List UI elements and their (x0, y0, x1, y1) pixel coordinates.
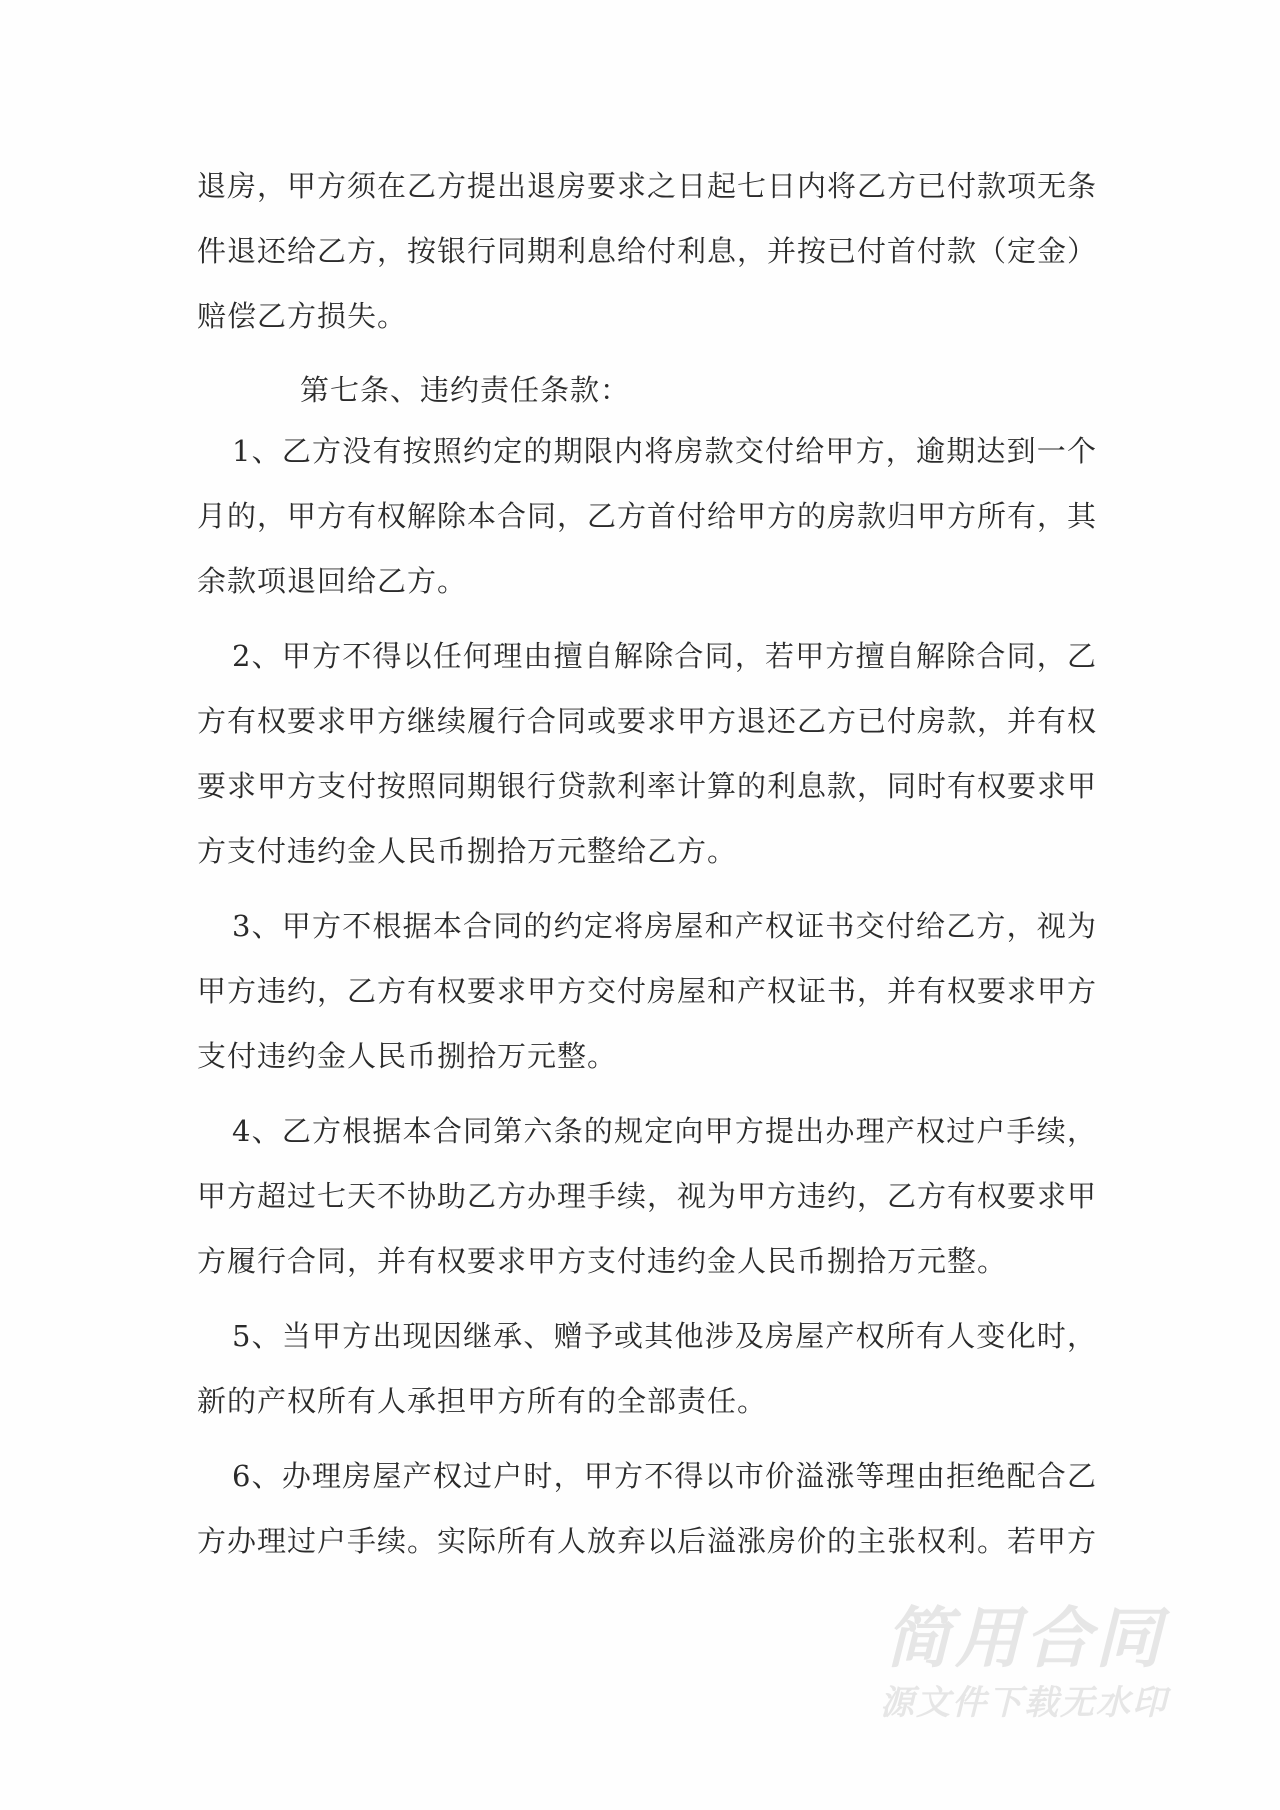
text-line: 方支付违约金人民币捌拾万元整给乙方。 (197, 834, 738, 868)
text-line: 1、乙方没有按照约定的期限内将房款交付给甲方，逾期达到一个 (232, 434, 1097, 468)
text-line: 2、甲方不得以任何理由擅自解除合同，若甲方擅自解除合同，乙 (232, 639, 1097, 673)
text-line: 方履行合同，并有权要求甲方支付违约金人民币捌拾万元整。 (197, 1244, 1008, 1278)
text-line: 新的产权所有人承担甲方所有的全部责任。 (197, 1384, 768, 1418)
text-line: 要求甲方支付按照同期银行贷款利率计算的利息款，同时有权要求甲 (197, 769, 1098, 803)
text-line: 甲方超过七天不协助乙方办理手续，视为甲方违约，乙方有权要求甲 (197, 1179, 1098, 1213)
text-line: 件退还给乙方，按银行同期利息给付利息，并按已付首付款（定金） (197, 234, 1098, 268)
text-line: 月的，甲方有权解除本合同，乙方首付给甲方的房款归甲方所有，其 (197, 499, 1098, 533)
text-line: 甲方违约，乙方有权要求甲方交付房屋和产权证书，并有权要求甲方 (197, 974, 1098, 1008)
section-heading: 第七条、违约责任条款： (300, 373, 631, 407)
watermark-subtitle: 源文件下载无水印 (880, 1683, 1168, 1723)
text-line: 方有权要求甲方继续履行合同或要求甲方退还乙方已付房款，并有权 (197, 704, 1098, 738)
text-line: 余款项退回给乙方。 (197, 564, 468, 598)
text-line: 退房，甲方须在乙方提出退房要求之日起七日内将乙方已付款项无条 (197, 169, 1098, 203)
text-line: 5、当甲方出现因继承、赠予或其他涉及房屋产权所有人变化时， (232, 1319, 1097, 1353)
text-line: 方办理过户手续。实际所有人放弃以后溢涨房价的主张权利。若甲方 (197, 1524, 1098, 1558)
text-line: 6、办理房屋产权过户时，甲方不得以市价溢涨等理由拒绝配合乙 (232, 1459, 1097, 1493)
text-line: 4、乙方根据本合同第六条的规定向甲方提出办理产权过户手续， (232, 1114, 1097, 1148)
text-line: 3、甲方不根据本合同的约定将房屋和产权证书交付给乙方，视为 (232, 909, 1097, 943)
text-line: 支付违约金人民币捌拾万元整。 (197, 1039, 618, 1073)
text-line: 赔偿乙方损失。 (197, 299, 408, 333)
watermark-title: 简用合同 (885, 1600, 1165, 1677)
